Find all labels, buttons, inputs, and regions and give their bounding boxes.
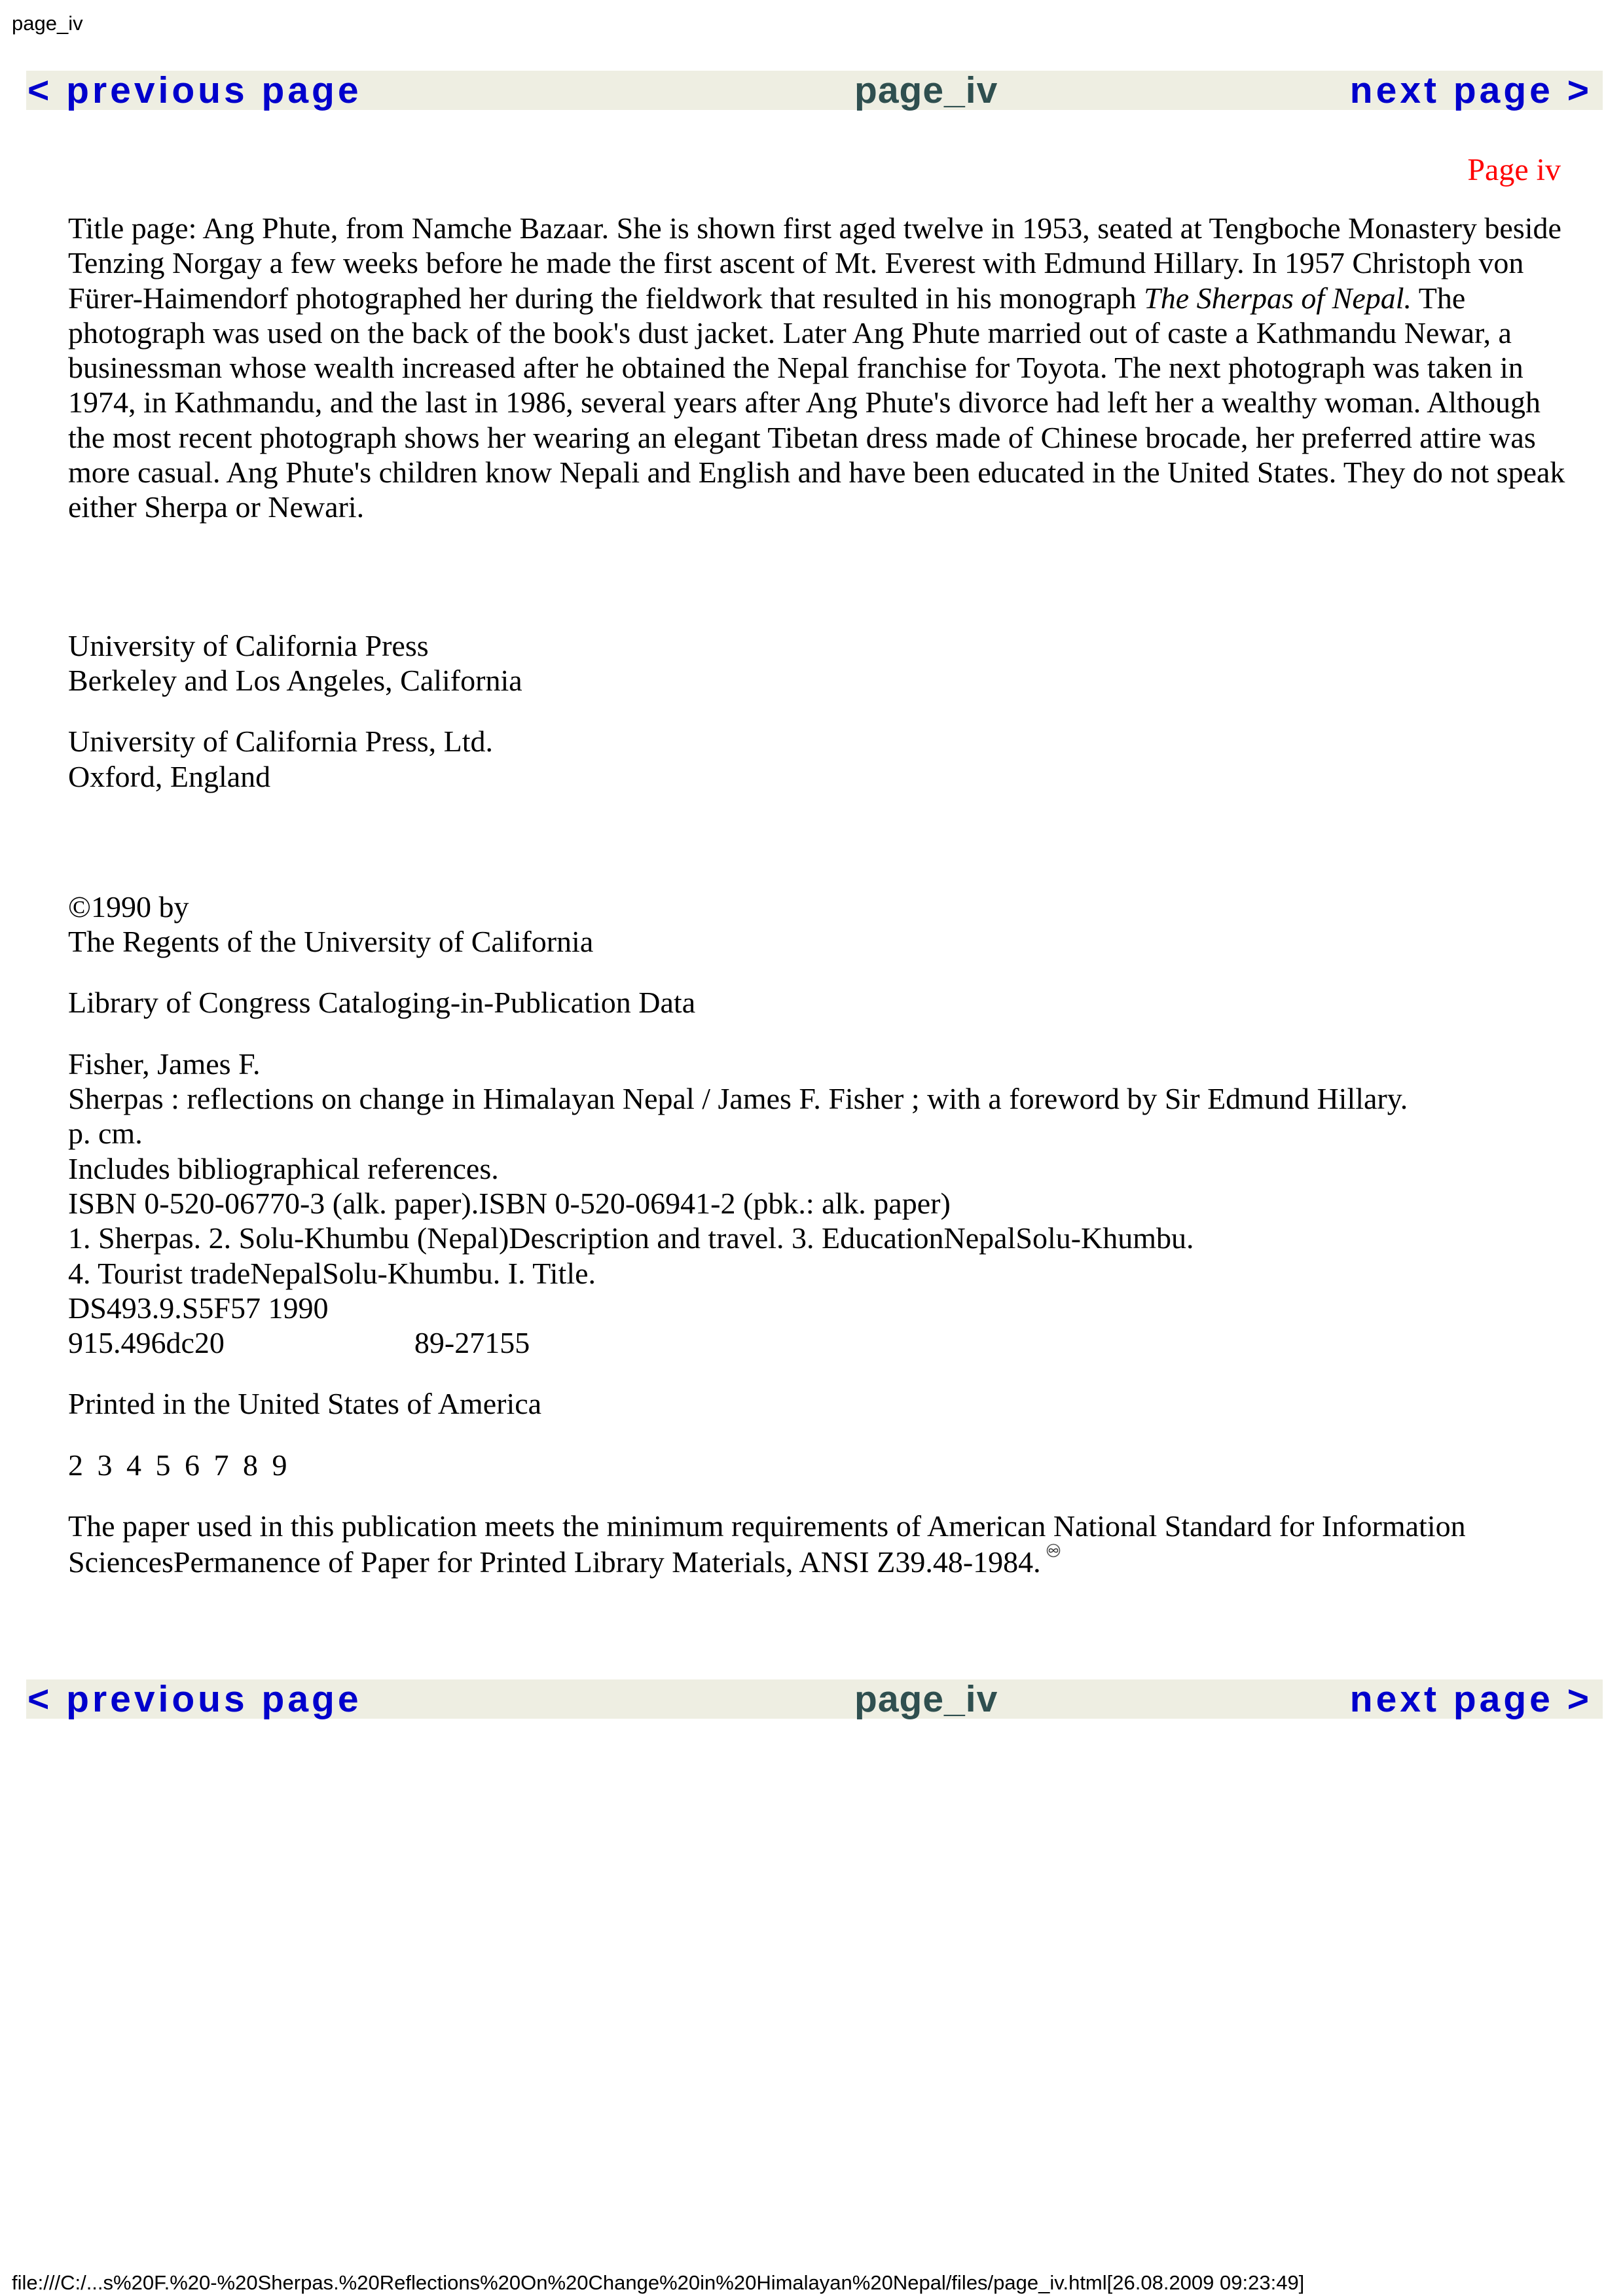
printed-in: Printed in the United States of America: [68, 1387, 542, 1421]
cip-bibliography: Includes bibliographical references.: [68, 1151, 499, 1185]
next-page-link[interactable]: next page >: [1349, 69, 1592, 111]
cip-subjects-1: 1. Sherpas. 2. Solu-Khumbu (Nepal)Description and travel. 3. EducationNepalSolu-Khumbu.: [68, 1221, 1194, 1255]
publisher-us: [68, 628, 1574, 698]
current-page-label: page_iv: [854, 69, 998, 111]
cip-author: Fisher, James F.: [68, 1047, 261, 1081]
cip-dewey: 915.496dc20: [68, 1326, 225, 1360]
cip-record: [68, 1047, 1574, 1361]
next-page-link-bottom[interactable]: next page >: [1349, 1678, 1592, 1720]
print-numbers: 2 3 4 5 6 7 8 9: [68, 1448, 287, 1482]
current-page-label-bottom: page_iv: [854, 1678, 998, 1720]
page-content: [68, 211, 1574, 1580]
print-footer-url: file:///C:/...s%20F.%20-%20Sherpas.%20Reflections%20On%20Change%20in%20Himalayan%20Nepal/files/page_iv.html[26.08.2009 09:23:49]: [12, 2271, 1305, 2294]
title-page-caption: [68, 211, 1574, 525]
publisher-us-location: Berkeley and Los Angeles, California: [68, 663, 522, 697]
paper-standard-note: [68, 1509, 1574, 1580]
previous-page-link[interactable]: < previous page: [27, 69, 362, 111]
previous-page-link-bottom[interactable]: < previous page: [27, 1678, 362, 1720]
paper-note-text: The paper used in this publication meets the minimum requirements of American National Standard for Information SciencesPermanence of Paper for Printed Library Materials, ANSI Z39.48-1984.: [68, 1509, 1466, 1579]
copyright-line1: ©1990 by: [68, 889, 189, 924]
cip-title-line: Sherpas : reflections on change in Himalayan Nepal / James F. Fisher ; with a foreword by Sir Edmund Hillary.: [68, 1082, 1408, 1116]
cip-subjects-2: 4. Tourist tradeNepalSolu-Khumbu. I. Title.: [68, 1256, 596, 1290]
page-number: Page iv: [1467, 152, 1561, 187]
caption-text-part1: Title page: Ang Phute, from Namche Bazaar. She is shown first aged twelve in 1953, seated at Tengboche Monastery beside Tenzing Norgay a few weeks before he made the first ascent of Mt. Everest with Edmund Hillary. In 1957 Christoph von Fürer-Haimendorf photographed her during the fieldwork that resulted in his monograph: [68, 211, 1561, 315]
cip-lc-class: DS493.9.S5F57 1990: [68, 1291, 329, 1325]
copyright-notice: [68, 889, 1574, 960]
infinity-symbol-icon: [1046, 1543, 1061, 1558]
cip-isbn: ISBN 0-520-06770-3 (alk. paper).ISBN 0-520-06941-2 (pbk.: alk. paper): [68, 1186, 951, 1220]
publisher-us-name: University of California Press: [68, 628, 429, 662]
cip-heading: Library of Congress Cataloging-in-Publication Data: [68, 986, 696, 1020]
publisher-uk-location: Oxford, England: [68, 759, 271, 793]
bottom-navigation-bar: [26, 1679, 1603, 1719]
cip-lccn: 89-27155: [414, 1326, 530, 1360]
caption-text-part2: The photograph was used on the back of the book's dust jacket. Later Ang Phute married out of caste a Kathmandu Newar, a businessman whose wealth increased after he obtained the Nepal franchise for Toyota. The next photograph was taken in 1974, in Kathmandu, and the last in 1986, several years after Ang Phute's divorce had left her a wealthy woman. Although the most recent photograph shows her wearing an elegant Tibetan dress made of Chinese brocade, her preferred attire was more casual. Ang Phute's children know Nepali and English and have been educated in the United States. They do not speak either Sherpa or Newari.: [68, 281, 1565, 524]
copyright-line2: The Regents of the University of California: [68, 925, 594, 959]
cip-pagination: p. cm.: [68, 1117, 143, 1151]
caption-book-title: The Sherpas of Nepal.: [1144, 281, 1412, 315]
publisher-uk: [68, 724, 1574, 794]
top-navigation-bar: [26, 71, 1603, 110]
publisher-uk-name: University of California Press, Ltd.: [68, 725, 494, 759]
print-header-title: page_iv: [12, 12, 83, 35]
